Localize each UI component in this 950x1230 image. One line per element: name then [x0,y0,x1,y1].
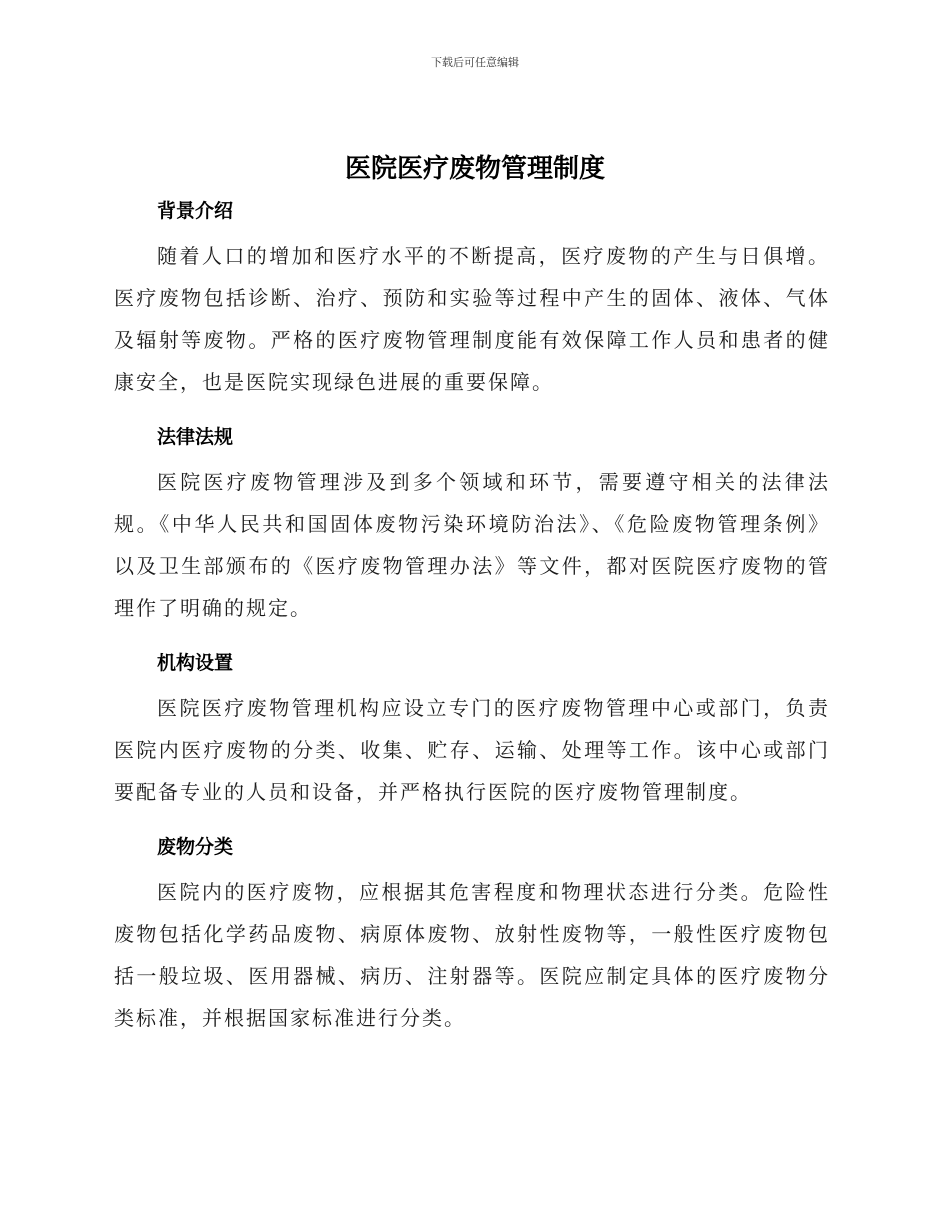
section-organization [114,644,830,817]
document-title: 医院医疗废物管理制度 [344,154,605,184]
section-laws [114,418,830,633]
section-background [114,192,830,407]
section-heading: 法律法规 [157,426,234,448]
section-paragraph: 医院内的医疗废物，应根据其危害程度和物理状态进行分类。危险性废物包括化学药品废物、病原体废物、放射性废物等，一般性医疗废物包括一般垃圾、医用器械、病历、注射器等。医院应制定具体的医疗废物分类标准，并根据国家标准进行分类。 [114,880,830,1030]
page-header: 下载后可任意编辑 [431,56,519,69]
document-body [114,192,830,1043]
section-classification [114,828,830,1043]
section-paragraph: 医院医疗废物管理涉及到多个领域和环节，需要遵守相关的法律法规。《中华人民共和国固体废物污染环境防治法》、《危险废物管理条例》以及卫生部颁布的《医疗废物管理办法》等文件，都对医院医疗废物的管理作了明确的规定。 [114,470,830,620]
section-paragraph: 随着人口的增加和医疗水平的不断提高，医疗废物的产生与日俱增。医疗废物包括诊断、治疗、预防和实验等过程中产生的固体、液体、气体及辐射等废物。严格的医疗废物管理制度能有效保障工作人员和患者的健康安全，也是医院实现绿色进展的重要保障。 [114,244,830,394]
section-heading: 废物分类 [157,836,234,858]
section-heading: 机构设置 [157,652,234,674]
section-heading: 背景介绍 [157,200,234,222]
section-paragraph: 医院医疗废物管理机构应设立专门的医疗废物管理中心或部门，负责医院内医疗废物的分类、收集、贮存、运输、处理等工作。该中心或部门要配备专业的人员和设备，并严格执行医院的医疗废物管理制度。 [114,696,830,804]
